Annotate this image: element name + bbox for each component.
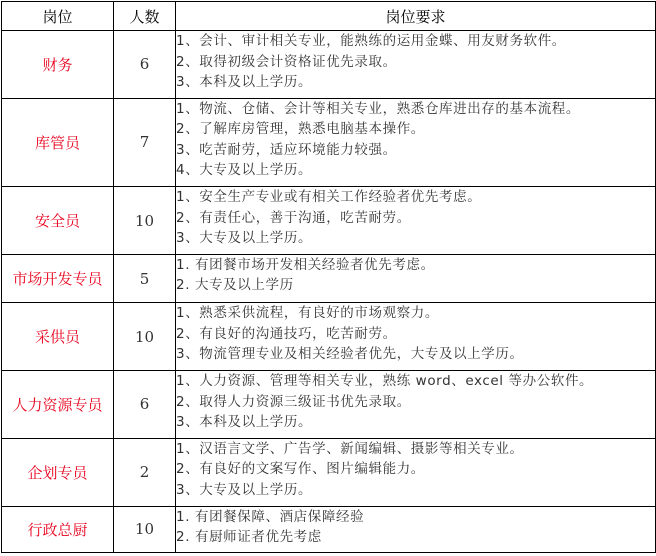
- position-name: 库管员: [2, 98, 114, 186]
- headcount: 6: [114, 31, 176, 99]
- requirement-line: 3、物流管理专业及相关经验者优先，大专及以上学历。: [176, 346, 524, 363]
- position-name: 企划专员: [2, 438, 114, 506]
- table-row: [2, 254, 656, 302]
- job-requirements-table: [1, 1, 656, 553]
- headcount: 6: [114, 371, 176, 439]
- requirement-line: 2、了解库房管理，熟悉电脑基本操作。: [176, 121, 425, 138]
- requirement-line: 2、有责任心，善于沟通，吃苦耐劳。: [176, 209, 411, 226]
- requirements-cell: [176, 438, 656, 506]
- header-position: 岗位: [2, 2, 114, 31]
- headcount: 10: [114, 303, 176, 371]
- requirement-line: 1、熟悉采供流程，有良好的市场观察力。: [176, 305, 439, 322]
- requirement-line: 1、汉语言文学、广告学、新闻编辑、摄影等相关专业。: [176, 440, 524, 457]
- requirements-cell: [176, 98, 656, 186]
- headcount: 2: [114, 438, 176, 506]
- requirement-line: 1、人力资源、管理等相关专业，熟练 word、excel 等办公软件。: [176, 373, 594, 390]
- table-row: [2, 31, 656, 99]
- requirement-line: 1、安全生产专业或有相关工作经验者优先考虑。: [176, 189, 482, 206]
- requirement-line: 1、会计、审计相关专业，能熟练的运用金蝶、用友财务软件。: [176, 33, 566, 49]
- requirement-line: 1. 有团餐市场开发相关经验者优先考虑。: [176, 256, 435, 273]
- requirement-line: 3、大专及以上学历。: [176, 230, 313, 247]
- header-count: 人数: [114, 2, 176, 31]
- requirement-line: 2、取得人力资源三级证书优先录取。: [176, 393, 411, 410]
- table-row: [2, 438, 656, 506]
- requirements-cell: [176, 506, 656, 552]
- headcount: 10: [114, 187, 176, 255]
- requirement-line: 1. 有团餐保障、酒店保障经验: [176, 508, 365, 525]
- position-name: 人力资源专员: [2, 371, 114, 439]
- requirements-cell: [176, 31, 656, 99]
- header-requirements: 岗位要求: [176, 2, 656, 31]
- requirement-line: 3、本科及以上学历。: [176, 74, 313, 90]
- table-row: [2, 98, 656, 186]
- requirement-line: 3、大专及以上学历。: [176, 481, 313, 498]
- position-name: 行政总厨: [2, 506, 114, 552]
- requirement-line: 1、物流、仓储、会计等相关专业，熟悉仓库进出存的基本流程。: [176, 100, 580, 117]
- requirement-line: 2、有良好的文案写作、图片编辑能力。: [176, 461, 425, 478]
- requirement-line: 2. 有厨师证者优先考虑: [176, 529, 322, 546]
- table-row: [2, 187, 656, 255]
- requirements-cell: [176, 371, 656, 439]
- requirements-cell: [176, 303, 656, 371]
- position-name: 采供员: [2, 303, 114, 371]
- requirements-cell: [176, 187, 656, 255]
- requirements-cell: [176, 254, 656, 302]
- header-row: [2, 2, 656, 31]
- headcount: 10: [114, 506, 176, 552]
- requirement-line: 3、吃苦耐劳，适应环境能力较强。: [176, 141, 397, 158]
- position-name: 市场开发专员: [2, 254, 114, 302]
- requirement-line: 3、本科及以上学历。: [176, 414, 313, 431]
- position-name: 财务: [2, 31, 114, 99]
- table-row: [2, 303, 656, 371]
- requirement-line: 2、有良好的沟通技巧，吃苦耐劳。: [176, 325, 397, 342]
- table-row: [2, 371, 656, 439]
- headcount: 5: [114, 254, 176, 302]
- headcount: 7: [114, 98, 176, 186]
- requirement-line: 4、大专及以上学历。: [176, 162, 313, 179]
- requirement-line: 2. 大专及以上学历: [176, 277, 294, 294]
- position-name: 安全员: [2, 187, 114, 255]
- requirement-line: 2、取得初级会计资格证优先录取。: [176, 53, 397, 70]
- table-row: [2, 506, 656, 552]
